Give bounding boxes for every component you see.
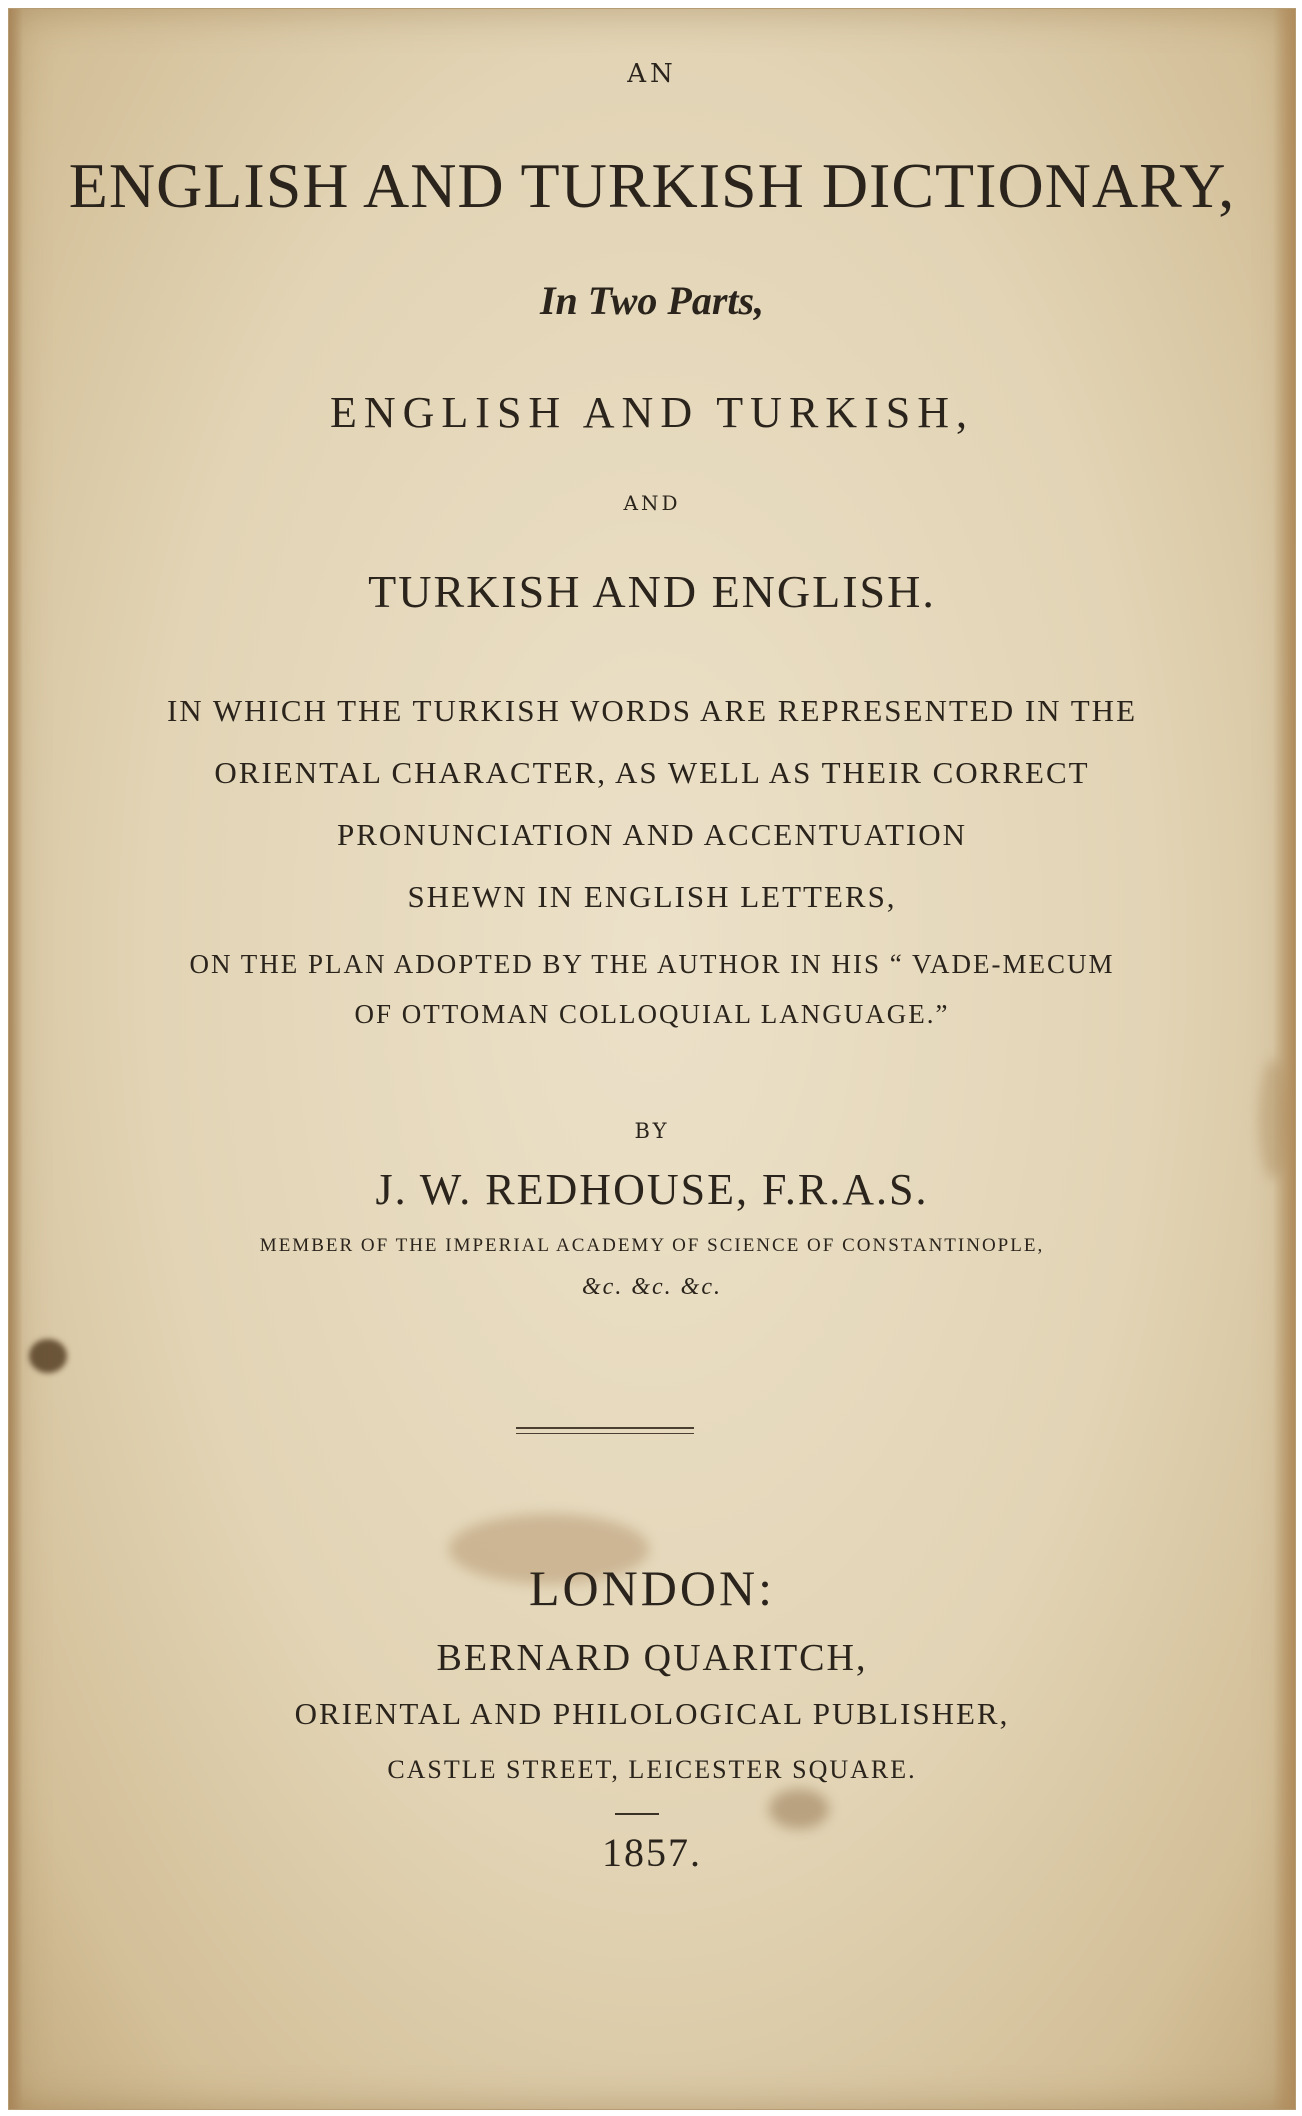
imprint-city: LONDON: (529, 1560, 775, 1616)
double-rule-divider (516, 1427, 694, 1429)
author-affiliation: MEMBER OF THE IMPERIAL ACADEMY OF SCIENCE OF CONSTANTINOPLE, (259, 1235, 1045, 1256)
description-line: PRONUNCIATION AND ACCENTUATION (336, 817, 968, 852)
description-line: IN WHICH THE TURKISH WORDS ARE REPRESENTED IN THE (166, 693, 1138, 728)
author-name: J. W. REDHOUSE, F.R.A.S. (375, 1165, 929, 1214)
imprint-publisher: BERNARD QUARITCH, (436, 1637, 868, 1679)
title-page (8, 8, 1296, 2110)
short-rule-divider (615, 1813, 659, 1815)
imprint-publisher-role: ORIENTAL AND PHILOLOGICAL PUBLISHER, (294, 1696, 1010, 1731)
double-rule-divider (516, 1433, 694, 1434)
parts-subtitle: In Two Parts, (539, 278, 765, 323)
ink-blot (29, 1339, 67, 1373)
et-cetera: &c. &c. &c. (582, 1274, 722, 1300)
description-line: ON THE PLAN ADOPTED BY THE AUTHOR IN HIS “ VADE-MECUM (189, 949, 1115, 979)
book-title: ENGLISH AND TURKISH DICTIONARY, (68, 150, 1236, 221)
part-one-heading: ENGLISH AND TURKISH, (330, 388, 974, 437)
article-an: AN (627, 59, 677, 89)
description-line: ORIENTAL CHARACTER, AS WELL AS THEIR CORRECT (214, 755, 1090, 790)
by-label: BY (634, 1119, 670, 1143)
description-line: OF OTTOMAN COLLOQUIAL LANGUAGE.” (354, 999, 950, 1029)
conjunction-and: AND (623, 491, 681, 515)
imprint-address: CASTLE STREET, LEICESTER SQUARE. (387, 1755, 917, 1784)
part-two-heading: TURKISH AND ENGLISH. (368, 566, 936, 617)
foxing-stain (769, 1789, 829, 1829)
imprint-year: 1857. (602, 1830, 702, 1875)
description-line: SHEWN IN ENGLISH LETTERS, (407, 879, 897, 914)
